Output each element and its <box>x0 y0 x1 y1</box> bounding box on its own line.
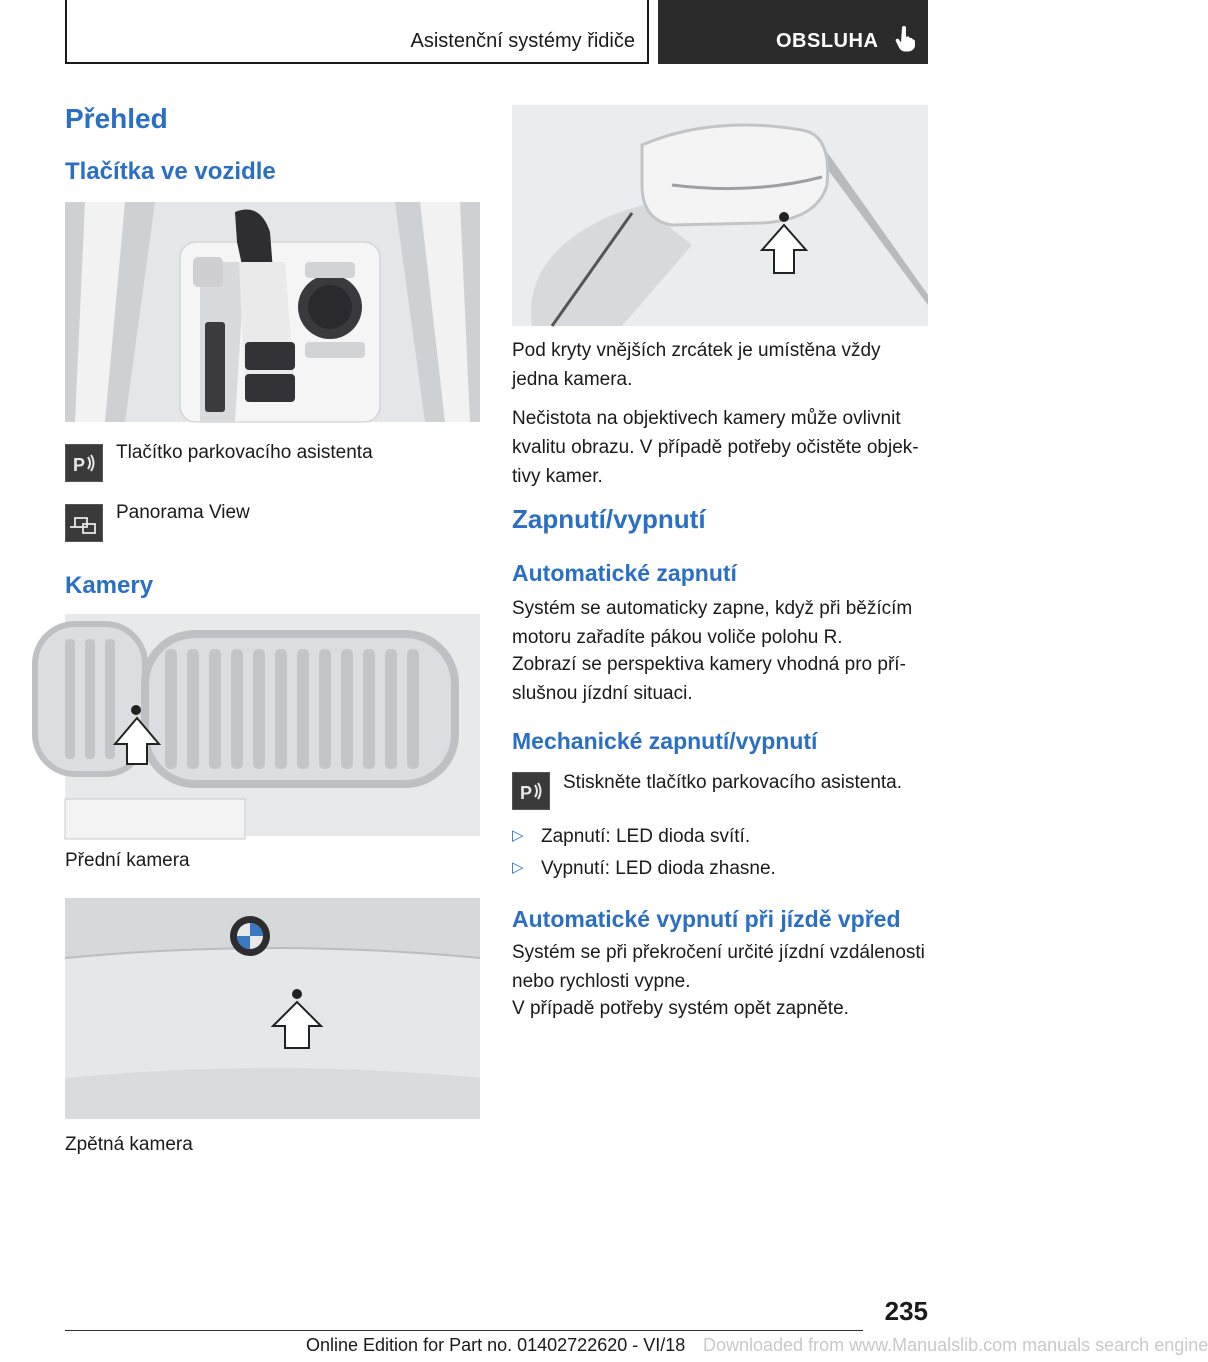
svg-text:P: P <box>73 455 86 475</box>
header-section-title: Asistenční systémy řidiče <box>410 30 635 52</box>
auto-on-text-2: Zobrazí se perspektiva kamery vhodná pro pří- slušnou jízdní situaci. <box>512 654 906 704</box>
subheading-cameras: Kamery <box>65 572 154 599</box>
side-mirror-image <box>512 105 928 326</box>
button-label-parking: Tlačítko parkovacího asistenta <box>116 442 373 463</box>
header-section-box <box>65 0 649 64</box>
heading-automatic-off: Automatické vypnutí při jízdě vpřed <box>512 906 901 932</box>
auto-on-text-1: Systém se automaticky zapne, když při běžícím motoru zařadíte pákou voliče polohu R. <box>512 598 913 648</box>
hand-pointer-icon <box>894 26 918 52</box>
parking-assistant-icon <box>512 772 550 810</box>
heading-manual-onoff: Mechanické zapnutí/vypnutí <box>512 728 818 754</box>
auto-off-text-1: Systém se při překročení určité jízdní vzdálenosti nebo rychlosti vypne. <box>512 942 925 992</box>
footer-watermark: Downloaded from www.Manualslib.com manuals search engine <box>703 1335 1208 1355</box>
panorama-view-icon <box>65 504 103 542</box>
bullet-triangle-icon: ▷ <box>512 827 524 844</box>
footer-divider <box>65 1330 863 1331</box>
svg-text:P: P <box>520 783 533 803</box>
auto-off-text-2: V případě potřeby systém opět zapněte. <box>512 998 849 1019</box>
subheading-buttons: Tlačítka ve vozidle <box>65 158 276 185</box>
mirror-text-1: Pod kryty vnějších zrcátek je umístěna vždy jedna kamera. <box>512 340 881 390</box>
button-label-panorama: Panorama View <box>116 502 250 523</box>
bullet-triangle-icon: ▷ <box>512 859 524 876</box>
caption-front-camera: Přední kamera <box>65 850 190 871</box>
parking-assistant-icon <box>65 444 103 482</box>
front-camera-image <box>65 614 480 836</box>
mirror-text-2: Nečistota na objektivech kamery může ovlivnit kvalitu obrazu. V případě potřeby očistěte objek- tivy kamer. <box>512 408 919 487</box>
heading-zapnuti-vypnuti: Zapnutí/vypnutí <box>512 504 706 534</box>
rear-camera-image <box>65 898 480 1119</box>
bullet-on: Zapnutí: LED dioda svítí. <box>541 826 751 847</box>
header-tab-obsluha[interactable] <box>658 0 928 64</box>
footer-edition: Online Edition for Part no. 01402722620 - VI/18 <box>306 1335 686 1355</box>
header-tab-label: OBSLUHA <box>776 30 879 52</box>
manual-text: Stiskněte tlačítko parkovacího asistenta. <box>563 772 903 793</box>
page-number: 235 <box>884 1296 928 1326</box>
bullet-off: Vypnutí: LED dioda zhasne. <box>541 858 776 879</box>
heading-automatic-on: Automatické zapnutí <box>512 560 737 586</box>
caption-rear-camera: Zpětná kamera <box>65 1134 193 1155</box>
center-console-image <box>65 202 480 422</box>
heading-prehled: Přehled <box>65 103 168 134</box>
